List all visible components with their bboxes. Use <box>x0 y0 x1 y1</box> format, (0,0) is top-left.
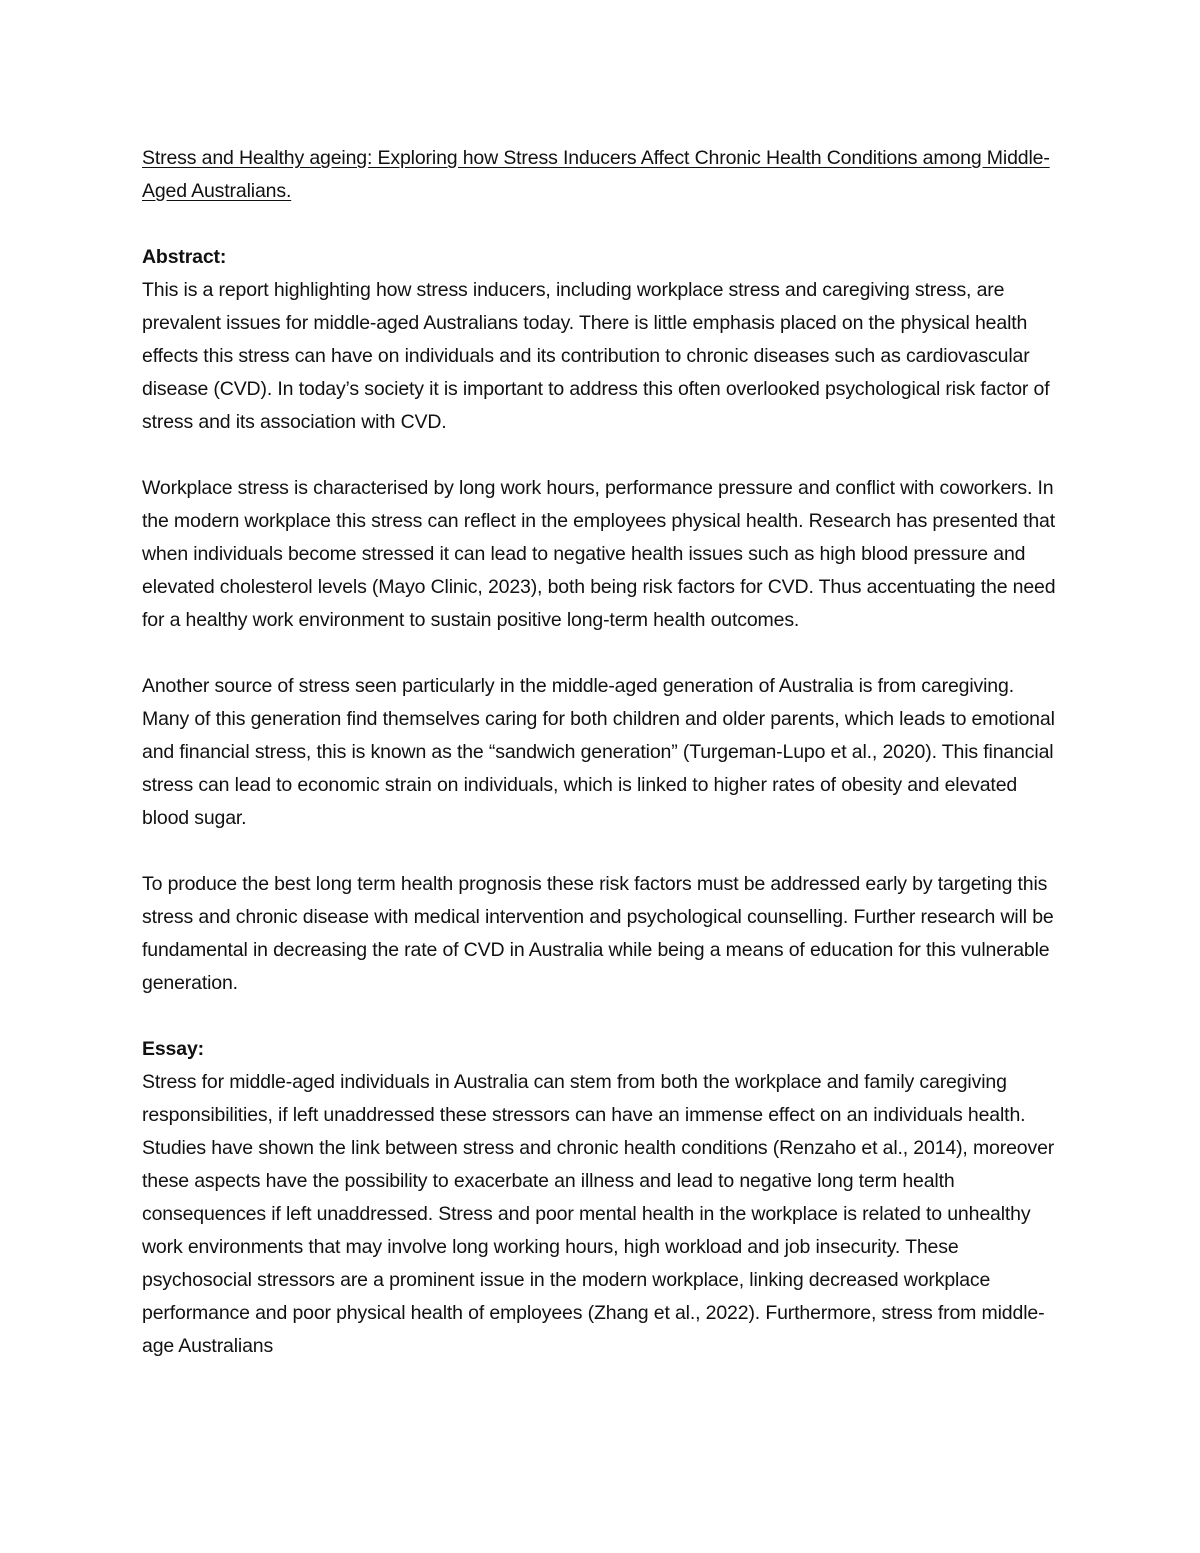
essay-heading: Essay: <box>142 1038 204 1060</box>
spacer <box>142 1000 1062 1033</box>
document-body <box>142 142 1062 1363</box>
essay-paragraph: Stress for middle-aged individuals in Australia can stem from both the workplace and family caregiving responsibilities, if left unaddressed these stressors can have an immense effect on an individuals health. Studies have shown the link between stress and chronic health conditions (Renzaho et al., 2014), moreover these aspects have the possibility to exacerbate an illness and lead to negative long term health consequences if left unaddressed. Stress and poor mental health in the workplace is related to unhealthy work environments that may involve long working hours, high workload and job insecurity. These psychosocial stressors are a prominent issue in the modern workplace, linking decreased workplace performance and poor physical health of employees (Zhang et al., 2022). Furthermore, stress from middle-age Australians <box>142 1071 1055 1357</box>
abstract-paragraph-3: Another source of stress seen particularly in the middle-aged generation of Australia is from caregiving. Many of this generation find themselves caring for both children and older parents, which leads to emotional and financial stress, this is known as the “sandwich generation” (Turgeman-Lupo et al., 2020). This financial stress can lead to economic strain on individuals, which is linked to higher rates of obesity and elevated blood sugar. <box>142 675 1055 829</box>
spacer <box>142 637 1062 670</box>
document-title: Stress and Healthy ageing: Exploring how Stress Inducers Affect Chronic Health Conditions among Middle-Aged Australians. <box>142 147 1050 202</box>
spacer <box>142 835 1062 868</box>
abstract-paragraph-1: This is a report highlighting how stress inducers, including workplace stress and caregiving stress, are prevalent issues for middle-aged Australians today. There is little emphasis placed on the physical health effects this stress can have on individuals and its contribution to chronic diseases such as cardiovascular disease (CVD). In today’s society it is important to address this often overlooked psychological risk factor of stress and its association with CVD. <box>142 279 1050 433</box>
abstract-paragraph-2: Workplace stress is characterised by long work hours, performance pressure and conflict with coworkers. In the modern workplace this stress can reflect in the employees physical health. Research has presented that when individuals become stressed it can lead to negative health issues such as high blood pressure and elevated cholesterol levels (Mayo Clinic, 2023), both being risk factors for CVD. Thus accentuating the need for a healthy work environment to sustain positive long-term health outcomes. <box>142 477 1056 631</box>
abstract-paragraph-4: To produce the best long term health prognosis these risk factors must be addressed early by targeting this stress and chronic disease with medical intervention and psychological counselling. Further research will be fundamental in decreasing the rate of CVD in Australia while being a means of education for this vulnerable generation. <box>142 873 1054 994</box>
spacer <box>142 208 1062 241</box>
spacer <box>142 439 1062 472</box>
abstract-heading: Abstract: <box>142 246 227 268</box>
